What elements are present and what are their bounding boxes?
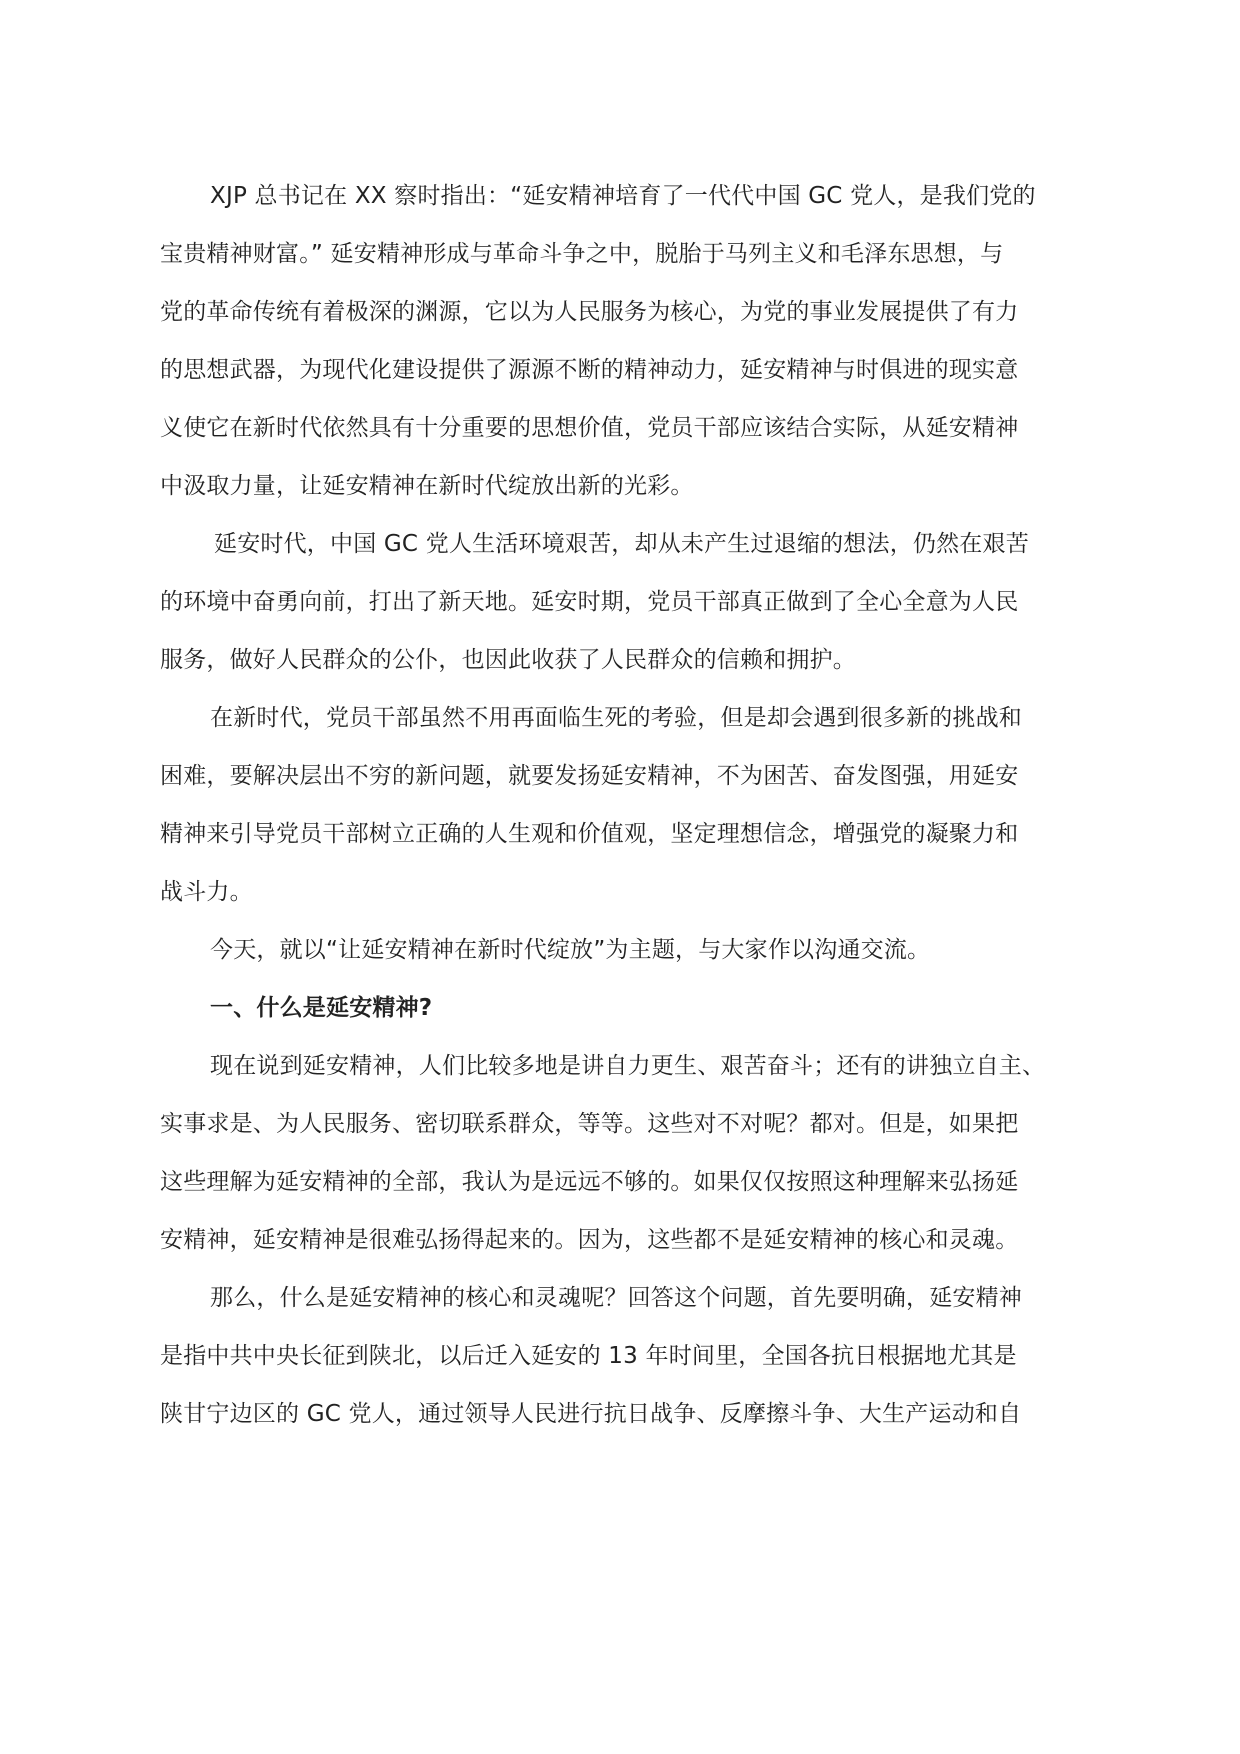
text-line: 中汲取力量，让延安精神在新时代绽放出新的光彩。 [160, 473, 694, 499]
text-line: 战斗力。 [160, 879, 253, 905]
text-line: 服务，做好人民群众的公仆，也因此收获了人民群众的信赖和拥护。 [160, 647, 856, 673]
text-line: 党的革命传统有着极深的渊源，它以为人民服务为核心，为党的事业发展提供了有力 [160, 299, 1019, 325]
text-line: 陕甘宁边区的 GC 党人，通过领导人民进行抗日战争、反摩擦斗争、大生产运动和自 [160, 1401, 1022, 1427]
text-line: 这些理解为延安精神的全部，我认为是远远不够的。如果仅仅按照这种理解来弘扬延 [160, 1169, 1019, 1195]
text-line: 那么，什么是延安精神的核心和灵魂呢？回答这个问题，首先要明确，延安精神 [210, 1285, 1022, 1311]
text-line: 困难，要解决层出不穷的新问题，就要发扬延安精神，不为困苦、奋发图强，用延安 [160, 763, 1019, 789]
text-line: 的思想武器，为现代化建设提供了源源不断的精神动力，延安精神与时俱进的现实意 [160, 357, 1019, 383]
text-line: XJP 总书记在 XX 察时指出：“延安精神培育了一代代中国 GC 党人，是我们党的 [210, 183, 1036, 209]
text-line: 精神来引导党员干部树立正确的人生观和价值观，坚定理想信念，增强党的凝聚力和 [160, 821, 1019, 847]
text-line: 安精神，延安精神是很难弘扬得起来的。因为，这些都不是延安精神的核心和灵魂。 [160, 1227, 1019, 1253]
text-line: 今天，就以“让延安精神在新时代绽放”为主题，与大家作以沟通交流。 [210, 937, 931, 963]
text-line: 延安时代，中国 GC 党人生活环境艰苦，却从未产生过退缩的想法，仍然在艰苦 [214, 531, 1029, 557]
text-line: 宝贵精神财富。” 延安精神形成与革命斗争之中，脱胎于马列主义和毛泽东思想，与 [160, 241, 1004, 267]
section-heading: 一、什么是延安精神? [210, 995, 433, 1021]
text-line: 是指中共中央长征到陕北，以后迁入延安的 13 年时间里，全国各抗日根据地尤其是 [160, 1343, 1017, 1369]
text-line: 现在说到延安精神，人们比较多地是讲自力更生、艰苦奋斗；还有的讲独立自主、 [210, 1053, 1046, 1079]
text-line: 在新时代，党员干部虽然不用再面临生死的考验，但是却会遇到很多新的挑战和 [210, 705, 1022, 731]
text-line: 实事求是、为人民服务、密切联系群众，等等。这些对不对呢？都对。但是，如果把 [160, 1111, 1019, 1137]
text-line: 的环境中奋勇向前，打出了新天地。延安时期，党员干部真正做到了全心全意为人民 [160, 589, 1019, 615]
text-line: 义使它在新时代依然具有十分重要的思想价值，党员干部应该结合实际，从延安精神 [160, 415, 1019, 441]
